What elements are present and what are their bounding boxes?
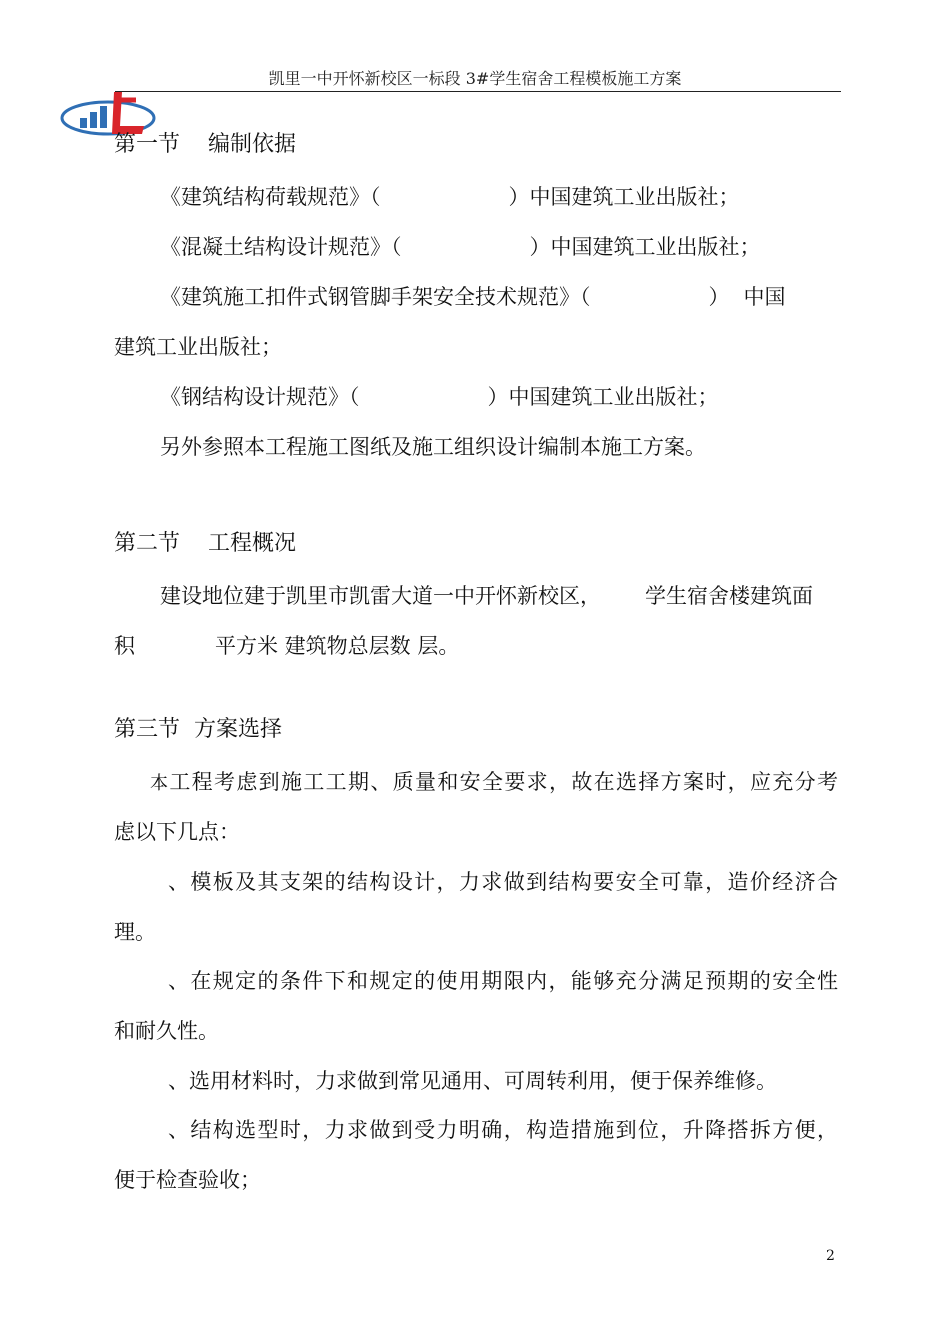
scheme-point-1-cont: 理。 — [114, 920, 156, 944]
reference-note: 另外参照本工程施工图纸及施工组织设计编制本施工方案。 — [160, 435, 706, 459]
scheme-point-1: 、模板及其支架的结构设计，力求做到结构要安全可靠，造价经济合 — [168, 870, 838, 894]
scheme-intro-line: 本工程考虑到施工工期、质量和安全要求，故在选择方案时，应充分考 — [150, 770, 839, 794]
section2-heading-title: 工程概况 — [208, 531, 297, 556]
scheme-point-2-cont: 和耐久性。 — [114, 1019, 219, 1043]
section2-heading — [114, 531, 838, 557]
header-rule — [115, 91, 841, 92]
section1-heading — [114, 132, 838, 158]
page-number: 2 — [826, 1248, 835, 1264]
overview-line-2: 积 平方米 建筑物总层数 层。 — [114, 634, 460, 658]
section3-heading-number: 第三节 — [114, 717, 181, 742]
reference-line-1: 《建筑结构荷载规范》（ ）中国建筑工业出版社； — [160, 185, 740, 209]
scheme-point-3: 、选用材料时，力求做到常见通用、可周转利用，便于保养维修。 — [168, 1069, 777, 1093]
scheme-point-4-cont: 便于检查验收； — [114, 1168, 261, 1192]
scheme-point-2: 、在规定的条件下和规定的使用期限内，能够充分满足预期的安全性 — [168, 969, 838, 993]
section1-heading-title: 编制依据 — [208, 132, 297, 157]
section1-heading-number: 第一节 — [114, 132, 181, 157]
reference-line-2: 《混凝土结构设计规范》（ ）中国建筑工业出版社； — [160, 235, 761, 259]
reference-line-4: 《钢结构设计规范》（ ）中国建筑工业出版社； — [160, 385, 719, 409]
reference-line-3: 《建筑施工扣件式钢管脚手架安全技术规范》（ ） 中国 — [160, 285, 786, 309]
section3-heading — [114, 717, 838, 743]
overview-line-1: 建设地位建于凯里市凯雷大道一中开怀新校区， 学生宿舍楼建筑面 — [160, 584, 813, 608]
scheme-intro-cont: 虑以下几点： — [114, 820, 240, 844]
reference-line-3-cont: 建筑工业出版社； — [114, 335, 282, 359]
section2-heading-number: 第二节 — [114, 531, 181, 556]
scheme-point-4: 、结构选型时，力求做到受力明确，构造措施到位，升降搭拆方便， — [168, 1118, 838, 1142]
running-header: 凯里一中开怀新校区一标段 3#学生宿舍工程模板施工方案 — [268, 69, 682, 88]
section3-heading-title: 方案选择 — [194, 717, 283, 742]
